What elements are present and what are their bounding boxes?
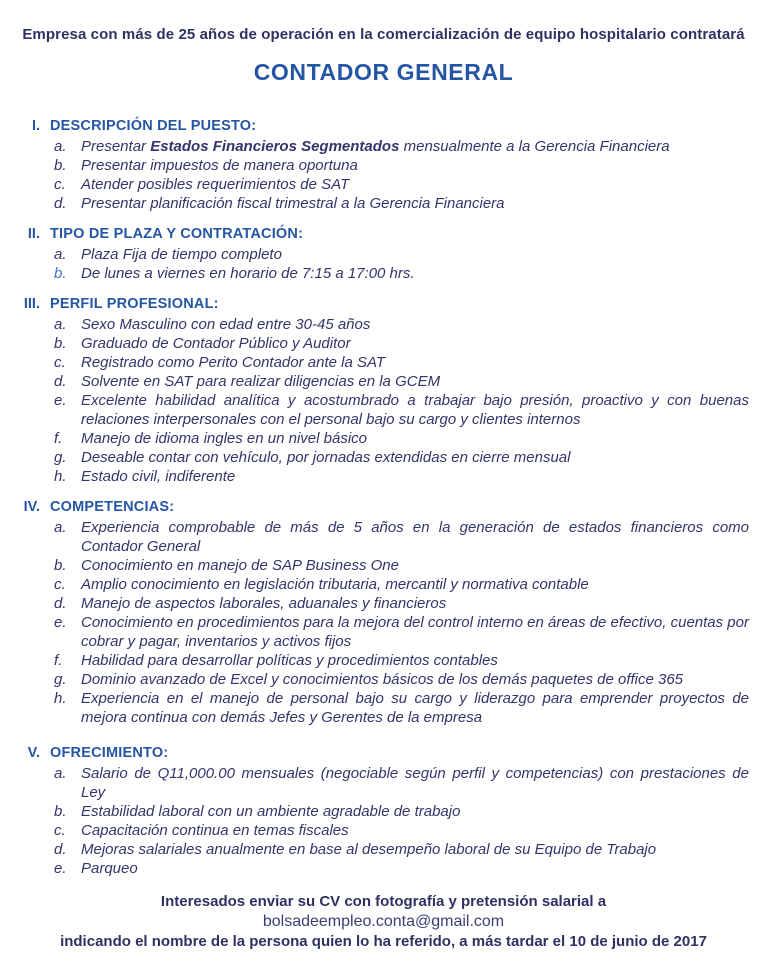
item-marker: b. — [54, 335, 67, 352]
section-heading: COMPETENCIAS: — [50, 499, 175, 515]
item-text: Parqueo — [81, 860, 138, 877]
list-item — [54, 764, 753, 802]
item-text: Plaza Fija de tiempo completo — [81, 246, 282, 263]
item-marker: e. — [54, 392, 67, 409]
item-text: Experiencia en el manejo de personal bajo su cargo y liderazgo para emprender proyectos de mejora continua con demás Jefes y Gerentes de la empresa — [81, 690, 749, 726]
section-descripcion-del-puesto — [14, 118, 753, 213]
list-item — [54, 689, 753, 727]
list-item — [54, 334, 753, 353]
section-perfil-profesional — [14, 296, 753, 486]
item-text: Dominio avanzado de Excel y conocimientos básicos de los demás paquetes de office 365 — [81, 671, 684, 688]
item-marker: d. — [54, 373, 67, 390]
list-item — [54, 264, 753, 283]
item-text-prefix: Presentar — [81, 138, 151, 155]
item-marker: h. — [54, 468, 67, 485]
list-item — [54, 556, 753, 575]
item-text: Estabilidad laboral con un ambiente agradable de trabajo — [81, 803, 461, 820]
item-text: Presentar planificación fiscal trimestral a la Gerencia Financiera — [81, 195, 505, 212]
item-marker: c. — [54, 176, 66, 193]
item-text: Amplio conocimiento en legislación tributaria, mercantil y normativa contable — [81, 576, 589, 593]
item-marker: c. — [54, 576, 66, 593]
section-numeral: III. — [23, 296, 40, 312]
item-marker: b. — [54, 803, 67, 820]
section-heading-row — [14, 118, 753, 134]
sections-container — [14, 118, 753, 878]
item-marker: b. — [54, 265, 67, 282]
list-item — [54, 315, 753, 334]
list-item — [54, 429, 753, 448]
item-text: Conocimiento en procedimientos para la mejora del control interno en áreas de efectivo, cuentas por cobrar y pagar, inventarios y activos fijos — [81, 614, 749, 650]
list-item — [54, 448, 753, 467]
section-competencias — [14, 499, 753, 727]
list-item — [54, 372, 753, 391]
item-text: Manejo de idioma ingles en un nivel básico — [81, 430, 368, 447]
section-heading-row — [14, 296, 753, 312]
item-marker: f. — [54, 652, 63, 669]
item-text: Estado civil, indiferente — [81, 468, 236, 485]
item-marker: g. — [54, 449, 67, 466]
item-text: Registrado como Perito Contador ante la SAT — [81, 354, 386, 371]
item-marker: g. — [54, 671, 67, 688]
section-ofrecimiento — [14, 745, 753, 878]
item-marker: d. — [54, 841, 67, 858]
item-marker: a. — [54, 519, 67, 536]
item-text: Manejo de aspectos laborales, aduanales y financieros — [81, 595, 447, 612]
item-text: Capacitación continua en temas fiscales — [81, 822, 349, 839]
list-item — [54, 859, 753, 878]
intro-line: Empresa con más de 25 años de operación en la comercialización de equipo hospitalario contratará — [22, 26, 745, 43]
item-text: De lunes a viernes en horario de 7:15 a 17:00 hrs. — [81, 265, 415, 282]
item-marker: d. — [54, 595, 67, 612]
list-item — [54, 518, 753, 556]
section-heading: TIPO DE PLAZA Y CONTRATACIÓN: — [50, 226, 304, 242]
contact-email: bolsadeempleo.conta@gmail.com — [262, 913, 505, 930]
footer — [14, 892, 753, 952]
item-marker: e. — [54, 614, 67, 631]
list-item — [54, 391, 753, 429]
item-text: Graduado de Contador Público y Auditor — [81, 335, 351, 352]
item-marker: a. — [54, 316, 67, 333]
item-marker: c. — [54, 354, 66, 371]
item-text: Sexo Masculino con edad entre 30-45 años — [81, 316, 371, 333]
item-text: Experiencia comprobable de más de 5 años en la generación de estados financieros como Contador General — [81, 519, 749, 555]
list-item — [54, 245, 753, 264]
item-text — [81, 137, 753, 156]
item-text: Presentar impuestos de manera oportuna — [81, 157, 358, 174]
list-item — [54, 194, 753, 213]
item-text-bold: Estados Financieros Segmentados — [150, 138, 400, 155]
list-item — [54, 137, 753, 156]
item-marker: a. — [54, 138, 67, 155]
list-item — [54, 594, 753, 613]
item-text-suffix: mensualmente a la Gerencia Financiera — [399, 138, 670, 155]
item-text: Atender posibles requerimientos de SAT — [81, 176, 350, 193]
section-numeral: II. — [27, 226, 40, 242]
section-tipo-de-plaza — [14, 226, 753, 283]
section-numeral: V. — [27, 745, 40, 761]
item-marker: f. — [54, 430, 63, 447]
list-item — [54, 467, 753, 486]
section-numeral: IV. — [23, 499, 40, 515]
list-item — [54, 613, 753, 651]
item-marker: h. — [54, 690, 67, 707]
list-item — [54, 175, 753, 194]
item-marker: c. — [54, 822, 66, 839]
item-text: Habilidad para desarrollar políticas y procedimientos contables — [81, 652, 498, 669]
section-heading-row — [14, 226, 753, 242]
list-item — [54, 670, 753, 689]
item-marker: a. — [54, 246, 67, 263]
section-heading: OFRECIMIENTO: — [50, 745, 169, 761]
list-item — [54, 353, 753, 372]
section-numeral: I. — [31, 118, 40, 134]
list-item — [54, 575, 753, 594]
list-item — [54, 156, 753, 175]
item-text: Conocimiento en manejo de SAP Business One — [81, 557, 399, 574]
section-heading-row — [14, 499, 753, 515]
item-marker: e. — [54, 860, 67, 877]
item-marker: b. — [54, 557, 67, 574]
item-text: Mejoras salariales anualmente en base al desempeño laboral de su Equipo de Trabajo — [81, 841, 657, 858]
item-marker: a. — [54, 765, 67, 782]
item-marker: d. — [54, 195, 67, 212]
footer-deadline: indicando el nombre de la persona quien lo ha referido, a más tardar el 10 de junio de 2017 — [60, 933, 707, 950]
item-text: Deseable contar con vehículo, por jornadas extendidas en cierre mensual — [81, 449, 571, 466]
item-text: Solvente en SAT para realizar diligencias en la GCEM — [81, 373, 441, 390]
item-text: Salario de Q11,000.00 mensuales (negociable según perfil y competencias) con prestaciones de Ley — [81, 765, 749, 801]
section-heading-row — [14, 745, 753, 761]
section-heading: PERFIL PROFESIONAL: — [50, 296, 219, 312]
footer-cv-instruction: Interesados enviar su CV con fotografía y pretensión salarial a — [160, 893, 607, 910]
item-text: Excelente habilidad analítica y acostumbrado a trabajar bajo presión, proactivo y con buenas relaciones interpersonales con el personal bajo su cargo y clientes internos — [81, 392, 749, 428]
page-title: CONTADOR GENERAL — [253, 59, 514, 85]
list-item — [54, 651, 753, 670]
section-heading: DESCRIPCIÓN DEL PUESTO: — [50, 118, 257, 134]
list-item — [54, 821, 753, 840]
list-item — [54, 802, 753, 821]
item-marker: b. — [54, 157, 67, 174]
list-item — [54, 840, 753, 859]
